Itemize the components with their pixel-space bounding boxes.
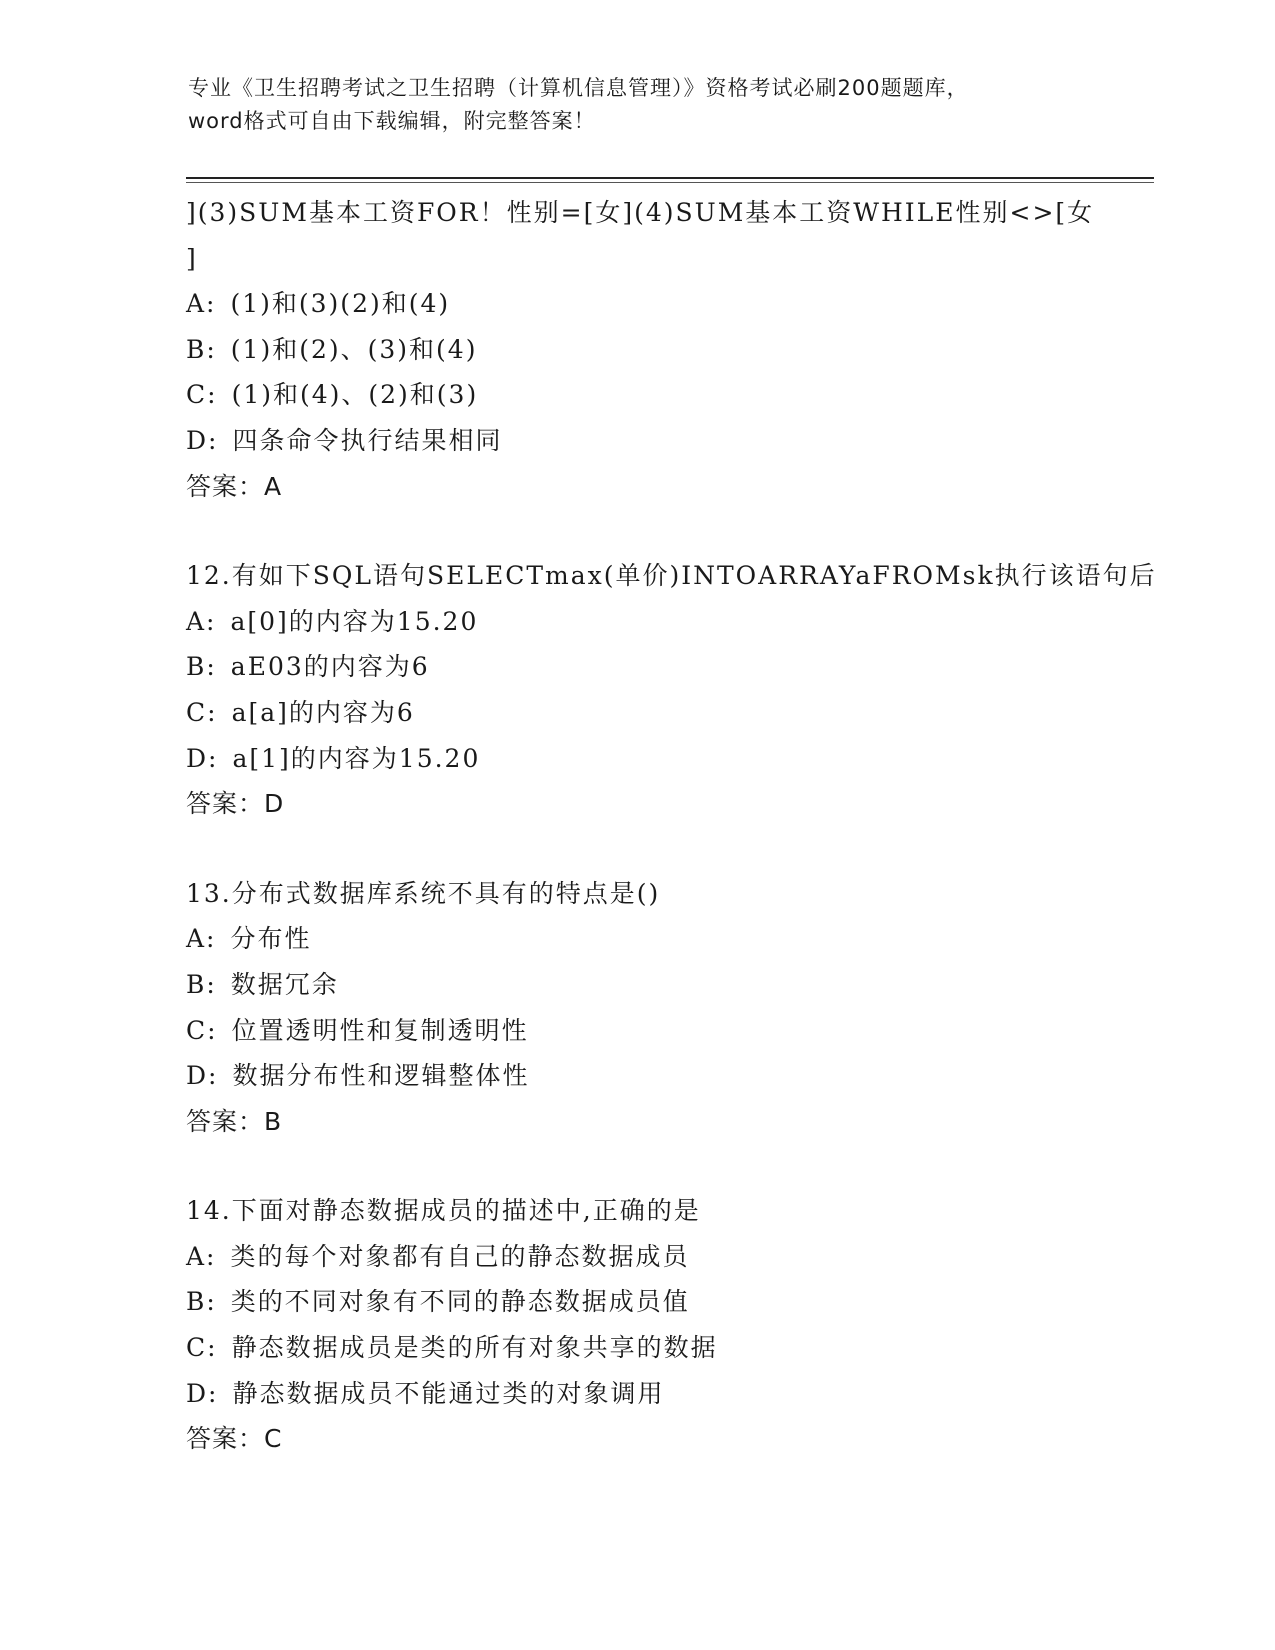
- option-d: [186, 418, 1156, 464]
- option-b: [186, 327, 1156, 373]
- question-14: [186, 1188, 1156, 1462]
- option-c: [186, 1325, 1156, 1371]
- option-text: 数据分布性和逻辑整体性: [232, 1061, 530, 1091]
- question-11-continuation-1: ](3)SUM基本工资FOR！性别=[女](4)SUM基本工资WHILE性别<>[女: [186, 198, 1095, 227]
- question-11-continuation-2: ]: [186, 243, 198, 273]
- option-text: 类的不同对象有不同的静态数据成员值: [230, 1287, 690, 1317]
- question-13: [186, 871, 1156, 1145]
- option-letter: D:: [186, 1061, 219, 1091]
- option-text: 静态数据成员是类的所有对象共享的数据: [231, 1333, 718, 1363]
- option-letter: C:: [186, 380, 218, 410]
- option-letter: D:: [186, 743, 219, 773]
- option-text: 位置透明性和复制透明性: [231, 1015, 529, 1045]
- question-11: [186, 190, 1156, 509]
- option-a: [186, 281, 1156, 327]
- option-text: a[0]的内容为15.20: [230, 606, 479, 636]
- option-letter: A:: [186, 924, 217, 954]
- answer-line: 答案：C: [186, 1424, 283, 1454]
- option-c: [186, 690, 1156, 736]
- option-letter: C:: [186, 1333, 218, 1363]
- option-letter: A:: [186, 289, 217, 319]
- question-spacer: [186, 509, 1156, 553]
- option-letter: B:: [186, 334, 217, 364]
- option-text: 类的每个对象都有自己的静态数据成员: [230, 1241, 690, 1271]
- option-text: (1)和(4)、(2)和(3): [231, 380, 479, 410]
- question-spacer: [186, 827, 1156, 871]
- option-letter: B:: [186, 652, 217, 682]
- question-spacer: [186, 1144, 1156, 1188]
- option-letter: B:: [186, 969, 217, 999]
- option-d: [186, 736, 1156, 782]
- option-b: [186, 644, 1156, 690]
- option-c: [186, 1008, 1156, 1054]
- option-a: [186, 916, 1156, 962]
- option-text: 数据冗余: [230, 969, 339, 999]
- option-b: [186, 962, 1156, 1008]
- option-text: (1)和(2)、(3)和(4): [230, 334, 478, 364]
- answer-line: 答案：B: [186, 1106, 283, 1136]
- question-text: 12.有如下SQL语句SELECTmax(单价)INTOARRAYaFROMsk执行该语句后: [186, 561, 1157, 591]
- option-c: [186, 372, 1156, 418]
- header-line-1: 专业《卫生招聘考试之卫生招聘（计算机信息管理）》资格考试必刷200题题库，: [188, 76, 969, 100]
- option-d: [186, 1371, 1156, 1417]
- answer-line: 答案：A: [186, 471, 283, 501]
- option-text: 静态数据成员不能通过类的对象调用: [232, 1378, 665, 1408]
- question-text: 13.分布式数据库系统不具有的特点是(): [186, 878, 661, 908]
- option-letter: A:: [186, 1241, 217, 1271]
- option-text: 四条命令执行结果相同: [232, 425, 503, 455]
- option-letter: A:: [186, 606, 217, 636]
- option-b: [186, 1279, 1156, 1325]
- option-letter: D:: [186, 425, 219, 455]
- question-text: 14.下面对静态数据成员的描述中,正确的是: [186, 1196, 701, 1226]
- header-rule-thin: [186, 182, 1154, 183]
- option-letter: B:: [186, 1287, 217, 1317]
- header-rule-thick: [186, 177, 1154, 179]
- question-list: [186, 190, 1156, 1462]
- option-letter: D:: [186, 1378, 219, 1408]
- option-text: a[a]的内容为6: [231, 697, 415, 727]
- option-text: a[1]的内容为15.20: [232, 743, 481, 773]
- option-letter: C:: [186, 697, 218, 727]
- option-text: 分布性: [230, 924, 312, 954]
- option-a: [186, 599, 1156, 645]
- header-line-2: word格式可自由下载编辑，附完整答案！: [188, 109, 596, 133]
- option-text: (1)和(3)(2)和(4): [230, 289, 451, 319]
- option-letter: C:: [186, 1015, 218, 1045]
- option-text: aE03的内容为6: [230, 652, 430, 682]
- answer-line: 答案：D: [186, 789, 285, 819]
- question-12: [186, 553, 1156, 827]
- option-a: [186, 1234, 1156, 1280]
- option-d: [186, 1053, 1156, 1099]
- document-header: [188, 72, 1088, 138]
